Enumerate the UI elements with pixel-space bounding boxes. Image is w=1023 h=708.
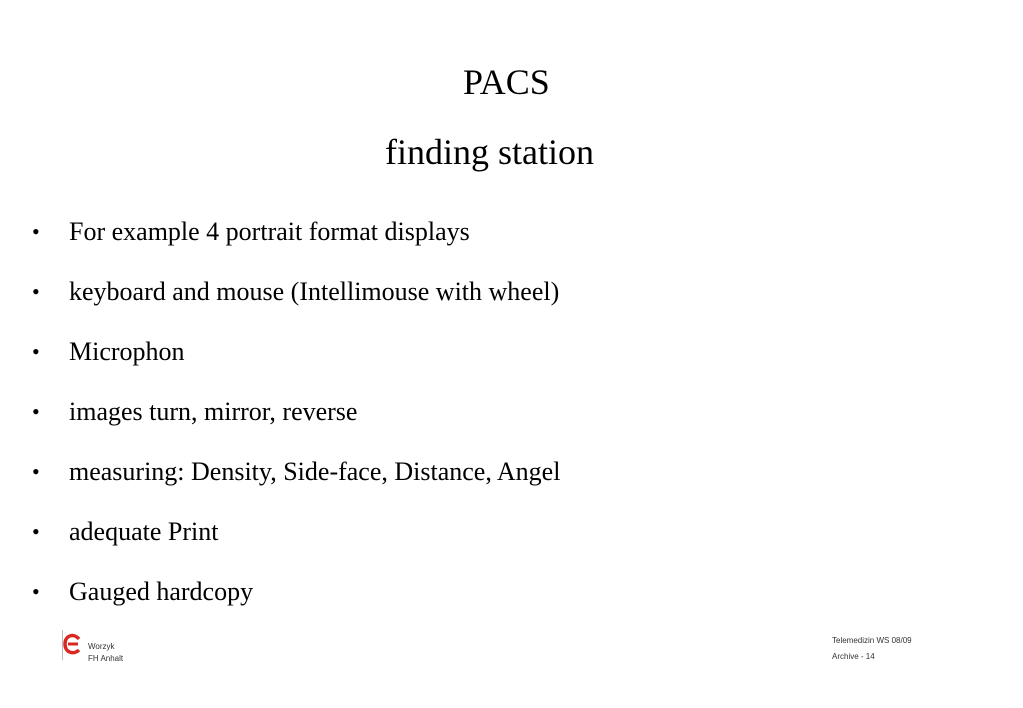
bullet-text: For example 4 portrait format displays — [69, 217, 470, 246]
bullet-icon: • — [32, 399, 40, 424]
slide-subtitle: finding station — [385, 132, 594, 172]
slide-title: PACS — [463, 62, 550, 102]
bullet-icon: • — [32, 279, 40, 304]
bullet-text: adequate Print — [69, 517, 219, 546]
bullet-text: Microphon — [69, 337, 185, 366]
footer-author: Worzyk — [88, 642, 115, 651]
bullet-icon: • — [32, 519, 40, 544]
footer-right — [832, 633, 912, 665]
fh-anhalt-logo-icon — [62, 630, 82, 660]
bullet-text: measuring: Density, Side-face, Distance, Angel — [69, 457, 561, 486]
footer-institution: FH Anhalt — [88, 654, 124, 663]
bullet-text: keyboard and mouse (Intellimouse with wheel) — [69, 277, 560, 306]
bullet-icon: • — [32, 339, 40, 364]
footer-course: Telemedizin WS 08/09 — [832, 636, 912, 645]
bullet-icon: • — [32, 579, 40, 604]
footer-page-number: Archive - 14 — [832, 652, 875, 661]
bullet-icon: • — [32, 219, 40, 244]
bullet-icon: • — [32, 459, 40, 484]
bullet-text: images turn, mirror, reverse — [69, 397, 358, 426]
footer-left — [88, 641, 123, 665]
bullet-text: Gauged hardcopy — [69, 577, 254, 606]
